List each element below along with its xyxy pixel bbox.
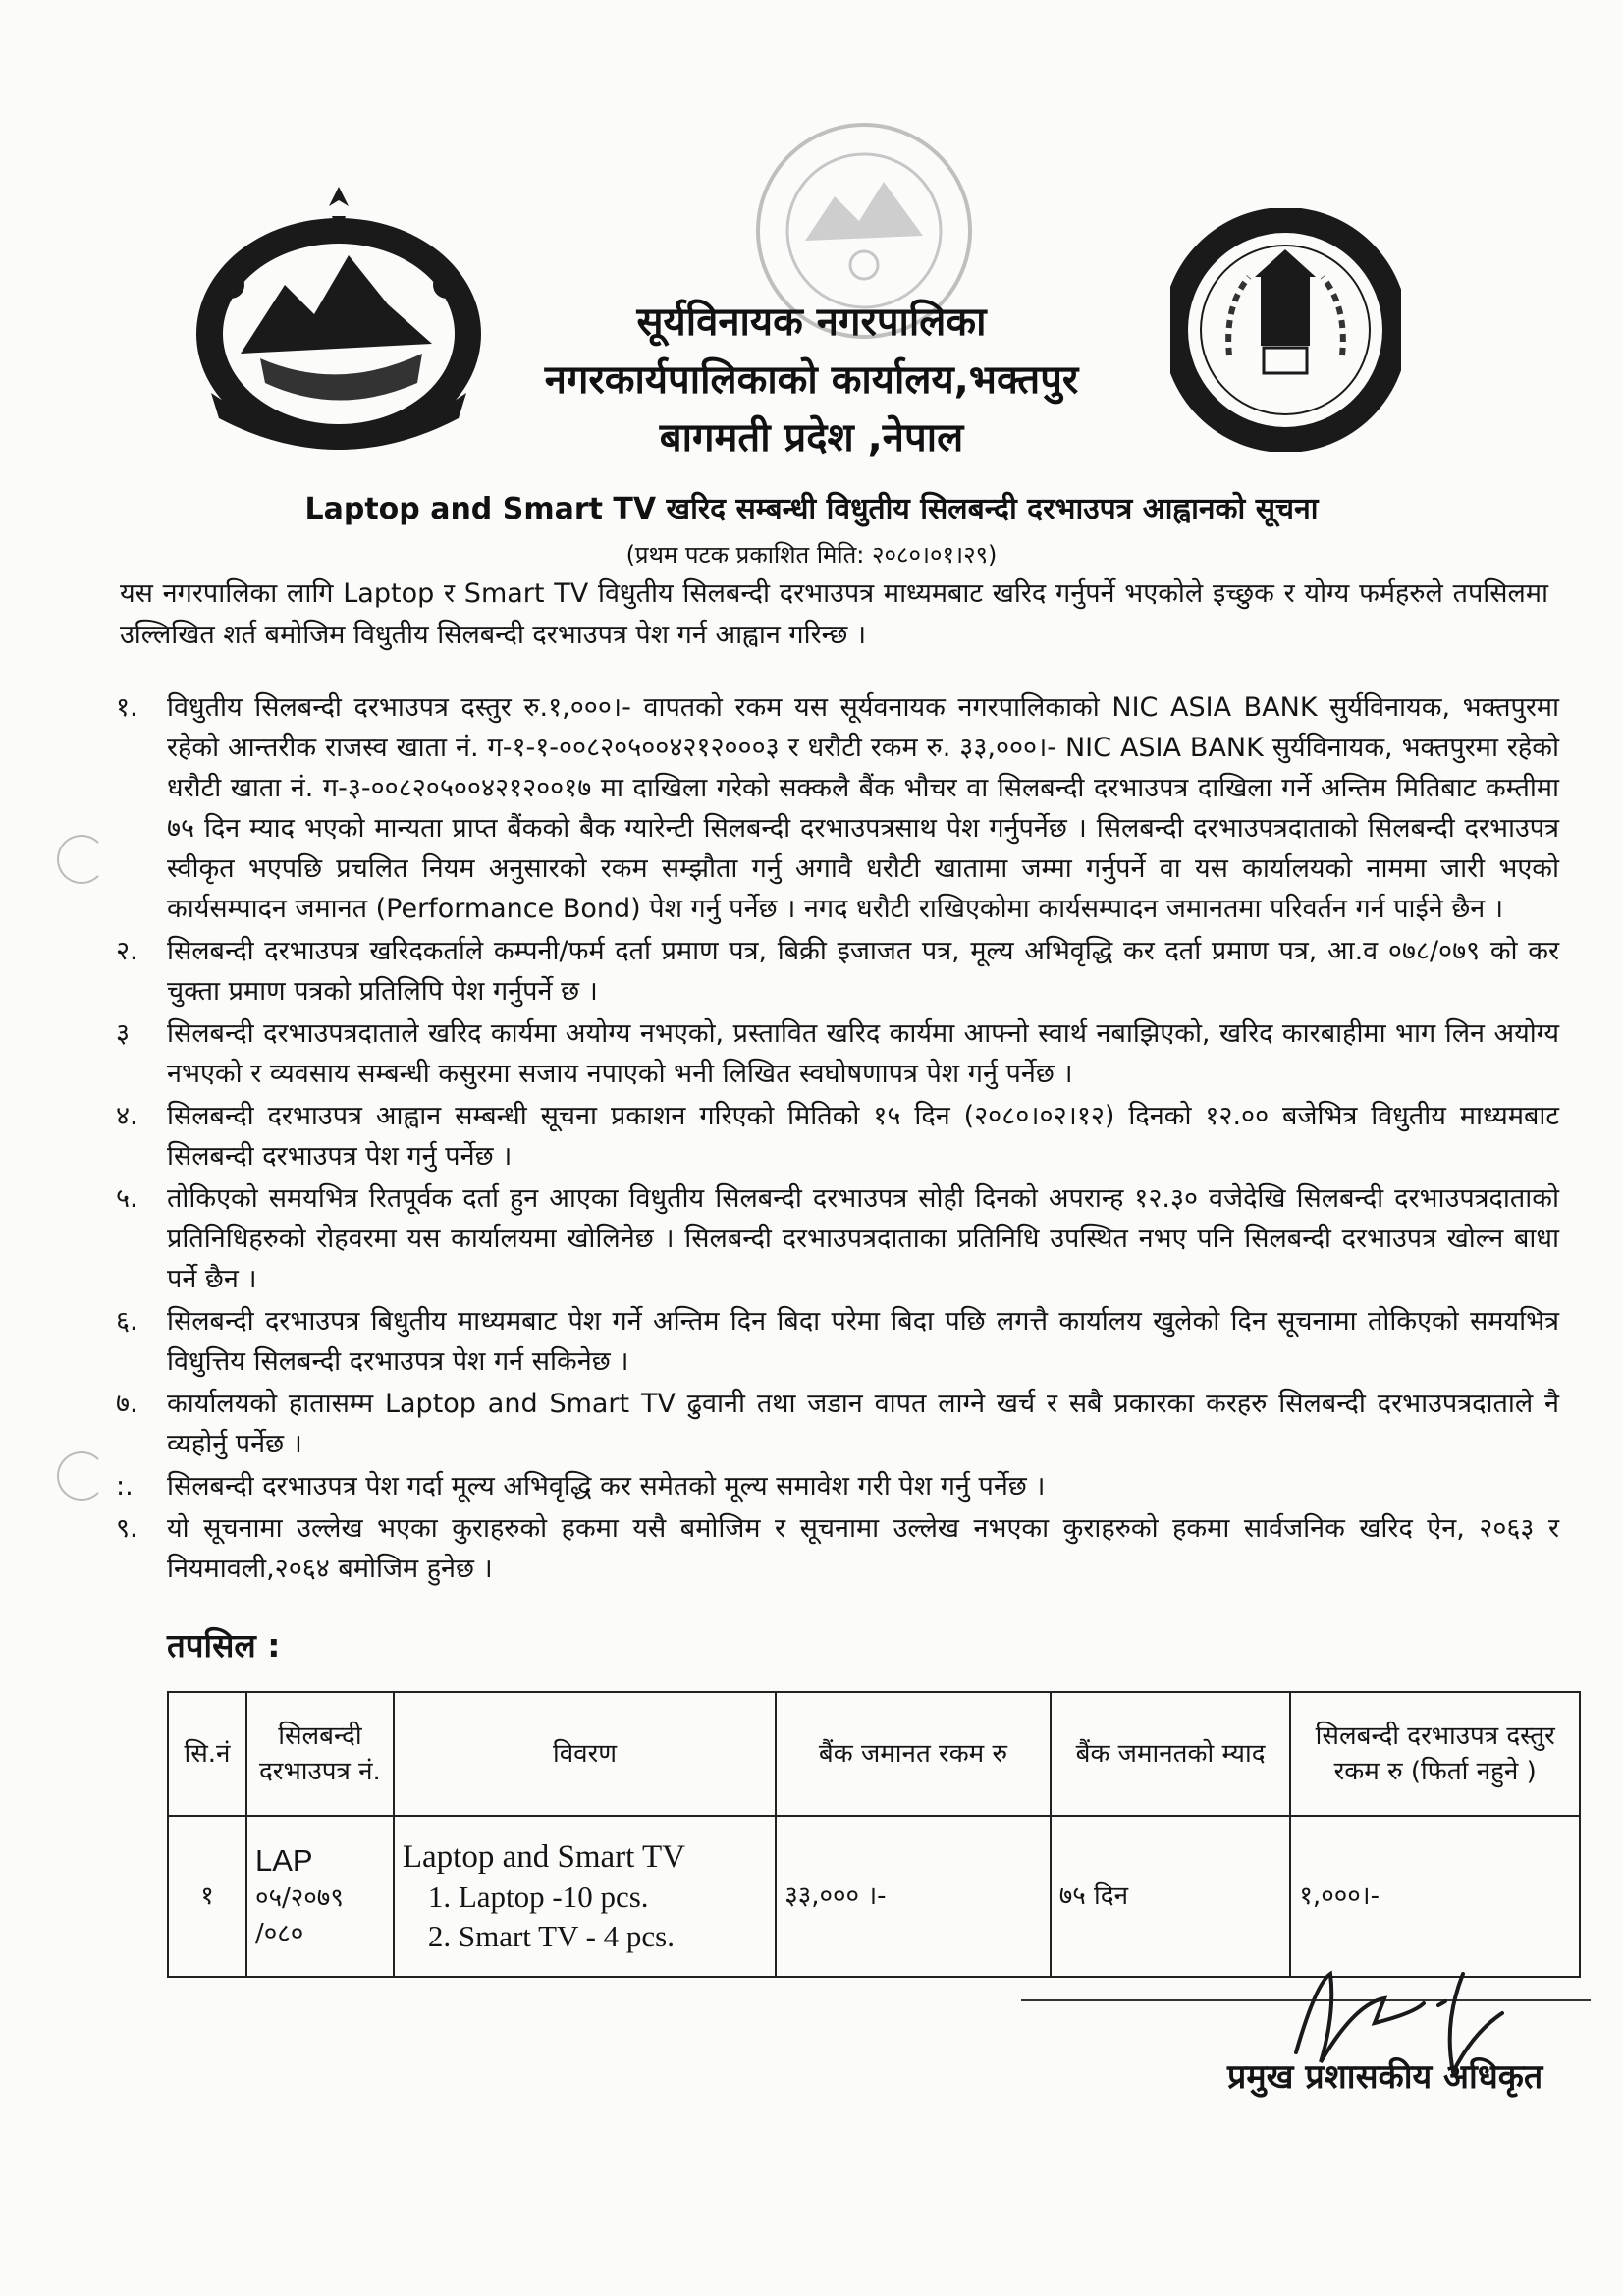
clause-item — [116, 1301, 1559, 1382]
description-cell — [394, 1816, 776, 1977]
column-header: सि.नं — [168, 1692, 246, 1816]
clause-text: तोकिएको समयभित्र रितपूर्वक दर्ता हुन आएका विधुतीय सिलबन्दी दरभाउपत्र सोही दिनको अपरान्ह १२.३० वजेदेखि सिलबन्दी दरभाउपत्रदाताको प्रतिनिधिहरुको रोहवरमा यस कार्यालयमा खोलिनेछ । सिलबन्दी दरभाउपत्रदाताका प्रतिनिधि उपस्थित नभए पनि सिलबन्दी दरभाउपत्र खोल्न बाधा पर्ने छैन । — [167, 1183, 1559, 1294]
clause-number: ३ — [116, 1018, 131, 1049]
clause-item — [116, 931, 1559, 1011]
bid-number-cell — [246, 1816, 394, 1977]
clause-number: ९. — [116, 1513, 138, 1544]
description-title: Laptop and Smart TV — [402, 1839, 685, 1875]
clause-number: ७. — [116, 1389, 138, 1419]
clause-item — [116, 1384, 1559, 1464]
column-header: विवरण — [394, 1692, 776, 1816]
clause-text: कार्यालयको हातासम्म Laptop and Smart TV ढुवानी तथा जडान वापत लाग्ने खर्च र सबै प्रकारका करहरु सिलबन्दी दरभाउपत्रदाताले नै व्यहोर्नु पर्नेछ । — [167, 1389, 1559, 1459]
column-header: बैंक जमानत रकम रु — [776, 1692, 1051, 1816]
intro-paragraph: यस नगरपालिका लागि Laptop र Smart TV विधुतीय सिलबन्दी दरभाउपत्र माध्यमबाट खरिद गर्नुपर्ने भएकोले इच्छुक र योग्य फर्महरुले तपसिलमा उल्लिखित शर्त बमोजिम विधुतीय सिलबन्दी दरभाउपत्र पेश गर्न आह्वान गरिन्छ । — [120, 578, 1548, 650]
punch-hole-mark — [57, 835, 106, 884]
clause-item — [116, 1178, 1559, 1299]
schedule-heading: तपसिल : — [167, 1626, 281, 1665]
signatory-designation: प्रमुख प्रशासकीय अधिकृत — [1227, 2057, 1543, 2097]
municipality-name: सूर्यविनायक नगरपालिका — [636, 300, 987, 345]
serial-number-cell: १ — [168, 1816, 246, 1977]
description-item: 2. Smart TV - 4 pcs. — [427, 1919, 675, 1953]
column-header: बैंक जमानतको म्याद — [1051, 1692, 1291, 1816]
clause-item — [116, 1096, 1559, 1176]
clause-text: यो सूचनामा उल्लेख भएका कुराहरुको हकमा यसै बमोजिम र सूचनामा उल्लेख नभएका कुराहरुको हकमा सार्वजनिक खरिद ऐन, २०६३ र नियमावली,२०६४ बमोजिम हुनेछ । — [167, 1513, 1559, 1584]
bid-number-line: LAP — [254, 1843, 313, 1878]
bid-number-line: ०५/२०७९ — [254, 1884, 344, 1913]
clause-item — [116, 1508, 1559, 1589]
guarantee-period-cell: ७५ दिन — [1051, 1816, 1291, 1977]
clause-text: सिलबन्दी दरभाउपत्र आह्वान सम्बन्धी सूचना प्रकाशन गरिएको मितिको १५ दिन (२०८०।०२।१२) दिनको १२.०० बजेभित्र विधुतीय माध्यमबाट सिलबन्दी दरभाउपत्र पेश गर्नु पर्नेछ । — [167, 1101, 1559, 1172]
publish-date: (प्रथम पटक प्रकाशित मिति: २०८०।०१।२९) — [625, 541, 998, 569]
description-item: 1. Laptop -10 pcs. — [427, 1880, 649, 1914]
clause-number: ५. — [116, 1183, 138, 1214]
clause-text: सिलबन्दी दरभाउपत्र खरिदकर्ताले कम्पनी/फर्म दर्ता प्रमाण पत्र, बिक्री इजाजत पत्र, मूल्य अभिवृद्धि कर दर्ता प्रमाण पत्र, आ.व ०७८/०७९ को कर चुक्ता प्रमाण पत्रको प्रतिलिपि पेश गर्नुपर्ने छ । — [167, 936, 1559, 1007]
clause-item — [116, 687, 1559, 929]
column-header: सिलबन्दी दरभाउपत्र दस्तुर रकम रु (फिर्ता नहुने ) — [1290, 1692, 1580, 1816]
clause-number: ६. — [116, 1306, 138, 1337]
office-name: नगरकार्यपालिकाको कार्यालय,भक्तपुर — [544, 357, 1079, 403]
clause-text: सिलबन्दी दरभाउपत्र पेश गर्दा मूल्य अभिवृद्धि कर समेतको मूल्य समावेश गरी पेश गर्नु पर्नेछ । — [167, 1471, 1046, 1502]
notice-title: Laptop and Smart TV खरिद सम्बन्धी विधुतीय सिलबन्दी दरभाउपत्र आह्वानको सूचना — [304, 492, 1319, 526]
schedule-table — [167, 1691, 1581, 1978]
fee-cell: १,०००।- — [1290, 1816, 1580, 1977]
punch-hole-mark — [57, 1451, 106, 1501]
clause-number: २. — [116, 936, 138, 966]
province-country: बागमती प्रदेश ,नेपाल — [659, 415, 964, 461]
guarantee-amount-cell: ३३,००० ।- — [776, 1816, 1051, 1977]
clause-text: सिलबन्दी दरभाउपत्रदाताले खरिद कार्यमा अयोग्य नभएको, प्रस्तावित खरिद कार्यमा आफ्नो स्वार्थ नबाझिएको, खरिद कारबाहीमा भाग लिन अयोग्य नभएको र व्यवसाय सम्बन्धी कसुरमा सजाय नपाएको भनी लिखित स्वघोषणापत्र पेश गर्नु पर्नेछ । — [167, 1018, 1559, 1089]
clause-number: :. — [116, 1471, 134, 1502]
table-header-row — [168, 1692, 1580, 1816]
clause-number: १. — [116, 692, 138, 723]
clause-item — [116, 1466, 1559, 1506]
clause-text: सिलबन्दी दरभाउपत्र बिधुतीय माध्यमबाट पेश गर्ने अन्तिम दिन बिदा परेमा बिदा पछि लगत्तै कार्यालय खुलेको दिन सूचनामा तोकिएको समयभित्र विधुत्तिय सिलबन्दी दरभाउपत्र पेश गर्न सकिनेछ । — [167, 1306, 1559, 1377]
column-header: सिलबन्दी दरभाउपत्र नं. — [246, 1692, 394, 1816]
bid-number-line: /०८० — [254, 1919, 304, 1948]
clause-item — [116, 1013, 1559, 1094]
clause-text: विधुतीय सिलबन्दी दरभाउपत्र दस्तुर रु.१,०००।- वापतको रकम यस सूर्यवनायक नगरपालिकाको NIC ASIA BANK सुर्यविनायक, भक्तपुरमा रहेको आन्तरीक राजस्व खाता नं. ग-१-१-००८२०५००४२१२०००३ र धरौटी रकम रु. ३३,०००।- NIC ASIA BANK सुर्यविनायक, भक्तपुरमा रहेको धरौटी खाता नं. ग-३-००८२०५००४२१२००१७ मा दाखिला गरेको सक्कलै बैंक भौचर वा सिलबन्दी दरभाउपत्र दाखिला गर्ने अन्तिम मितिबाट कम्तीमा ७५ दिन म्याद भएको मान्यता प्राप्त बैंकको बैक ग्यारेन्टी सिलबन्दी दरभाउपत्रसाथ पेश गर्नुपर्नेछ । सिलबन्दी दरभाउपत्रदाताको सिलबन्दी दरभाउपत्र स्वीकृत भएपछि प्रचलित नियम अनुसारको रकम सम्झौता गर्नु अगावै धरौटी खातामा जम्मा गर्नुपर्ने वा यस कार्यालयको नाममा जारी भएको कार्यसम्पादन जमानत (Performance Bond) पेश गर्नु पर्नेछ । नगद धरौटी राखिएकोमा कार्यसम्पादन जमानतमा परिवर्तन गर्न पाईने छैन । — [167, 692, 1559, 924]
clause-list — [116, 687, 1559, 1591]
clause-number: ४. — [116, 1101, 138, 1131]
